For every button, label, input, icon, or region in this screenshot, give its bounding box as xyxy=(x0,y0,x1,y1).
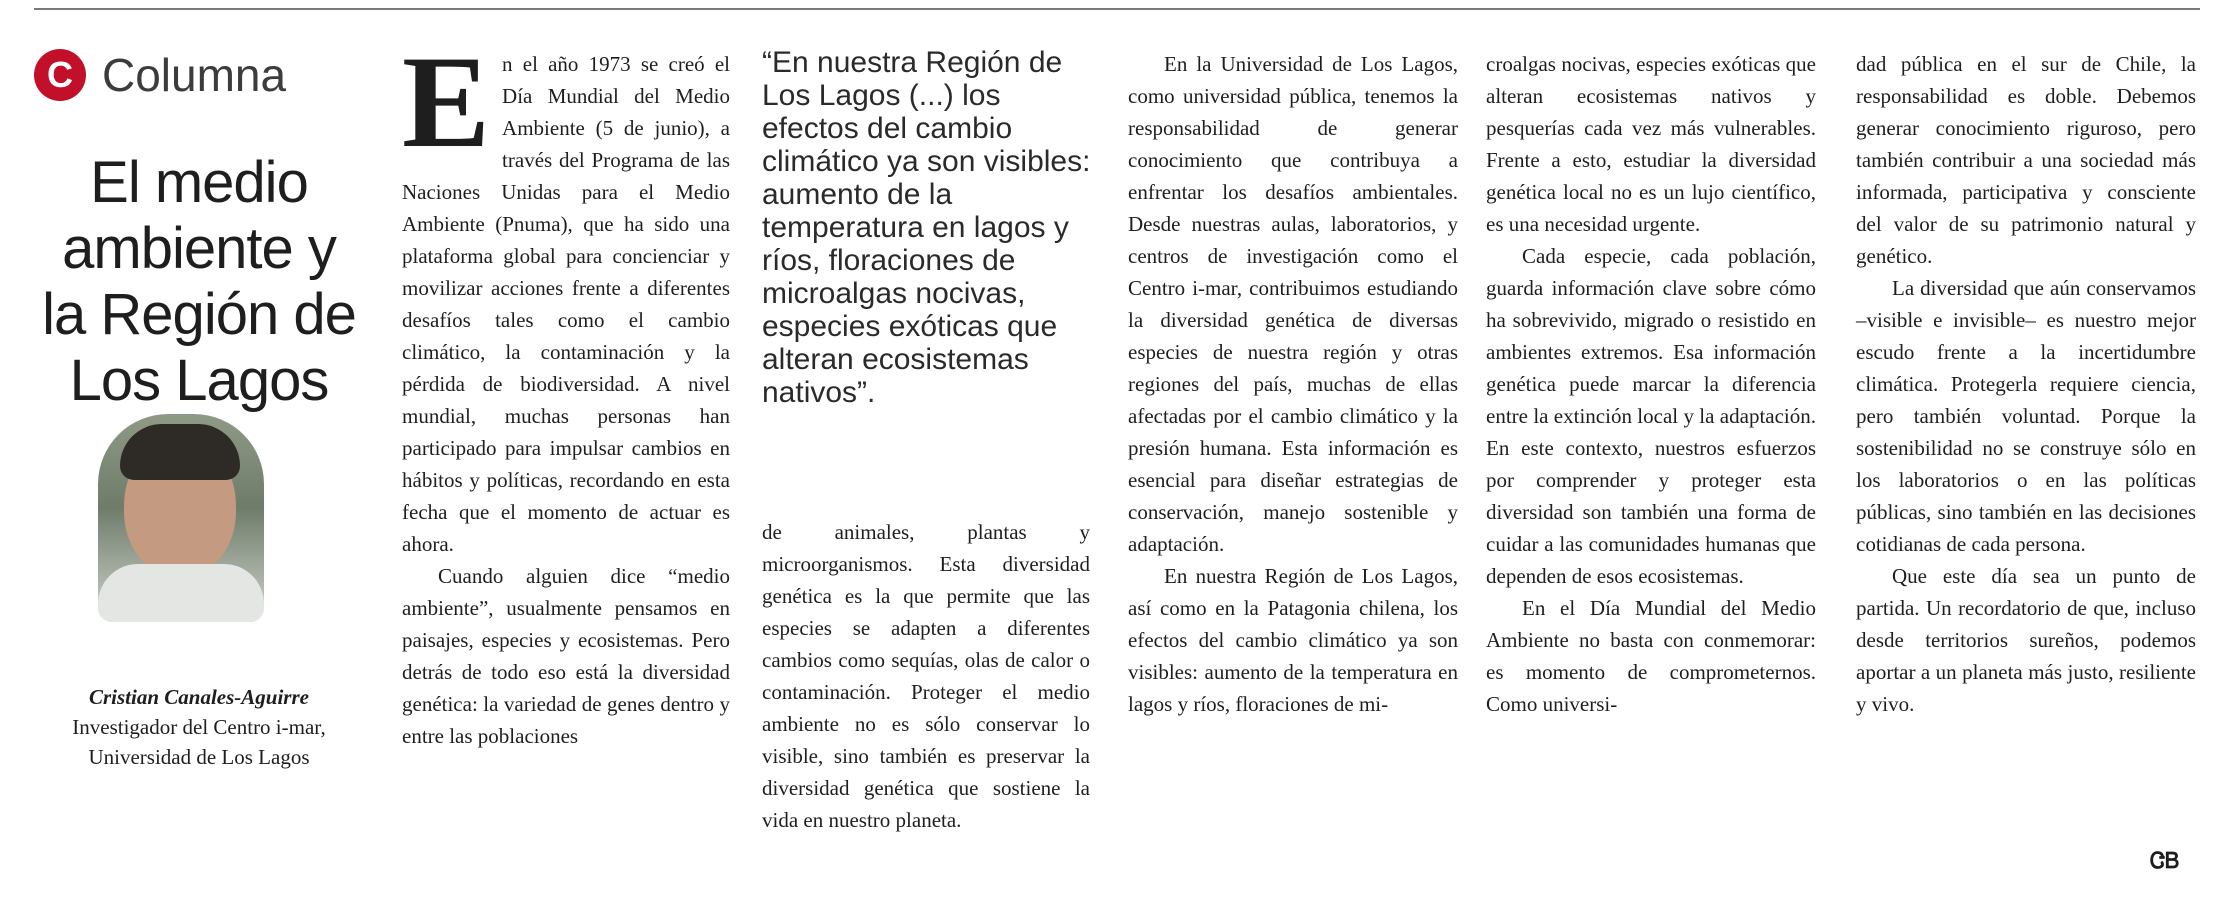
paragraph: En nuestra Región de Los Lagos, así como en la Patagonia chilena, los efectos del cambio climático ya son visibles: aumento de la temperatura en lagos y ríos, floraciones de mi- xyxy=(1128,564,1458,716)
text-column-5 xyxy=(1856,48,2196,720)
top-rule xyxy=(34,8,2200,10)
text-column-3 xyxy=(1128,48,1458,720)
author-name: Cristian Canales-Aguirre xyxy=(89,685,309,709)
section-label xyxy=(34,48,364,102)
author-role: Investigador del Centro i-mar, Universidad de Los Lagos xyxy=(72,715,326,769)
paragraph: Que este día sea un punto de partida. Un recordatorio de que, incluso desde territorios sureños, podemos aportar a un planeta más justo, resiliente y vivo. xyxy=(1856,564,2196,716)
headline: El medio ambiente y la Región de Los Lagos xyxy=(42,150,356,413)
author-shirt xyxy=(98,564,264,622)
text-column-2 xyxy=(762,516,1090,836)
paragraph: Cada especie, cada población, guarda información clave sobre cómo ha sobrevivido, migrado o resistido en ambientes extremos. Esa información genética puede marcar la diferencia entre la extinción local y la adaptación. En este contexto, nuestros esfuerzos por comprender y proteger esta diversidad son también una forma de cuidar a las comunidades humanas que dependen de esos ecosistemas. xyxy=(1486,244,1816,588)
paragraph: dad pública en el sur de Chile, la responsabilidad es doble. Debemos generar conocimiento riguroso, pero también contribuir a una sociedad más informada, participativa y consciente del valor de su patrimonio natural y genético. xyxy=(1856,52,2196,268)
paragraph-text: n el año 1973 se creó el Día Mundial del Medio Ambiente (5 de junio), a través del Programa de las Naciones Unidas para el Medio Ambiente (Pnuma), que ha sido una plataforma global para concienciar y movilizar acciones frente a diferentes desafíos tales como el cambio climático, la contaminación y la pérdida de biodiversidad. A nivel mundial, muchas personas han participado para impulsar cambios en hábitos y políticas, recordando en esta fecha que el momento de actuar es ahora. xyxy=(402,52,730,556)
left-rail xyxy=(34,48,364,414)
paragraph: Cuando alguien dice “medio ambiente”, usualmente pensamos en paisajes, especies y ecosistemas. Pero detrás de todo eso está la diversidad genética: la variedad de genes dentro y entre las poblaciones xyxy=(402,564,730,748)
drop-cap: E xyxy=(402,28,491,175)
author-photo xyxy=(98,414,264,622)
paragraph xyxy=(402,28,730,560)
pull-quote: “En nuestra Región de Los Lagos (...) los efectos del cambio climático ya son visibles: aumento de la temperatura en lagos y ríos, floraciones de microalgas nocivas, especies exóticas que alteran ecosistemas nativos”. xyxy=(762,46,1091,409)
author-hair xyxy=(120,424,240,480)
section-badge-icon: C xyxy=(34,49,86,101)
text-column-4 xyxy=(1486,48,1816,720)
end-mark-icon: ᏣᏴ xyxy=(2150,848,2180,873)
paragraph: croalgas nocivas, especies exóticas que alteran ecosistemas nativos y pesquerías cada vez más vulnerables. Frente a esto, estudiar la diversidad genética local no es un lujo científico, es una necesidad urgente. xyxy=(1486,52,1816,236)
paragraph: de animales, plantas y microorganismos. Esta diversidad genética es la que permite que las especies se adapten a diferentes cambios como sequías, olas de calor o contaminación. Proteger el medio ambiente no es sólo conservar lo visible, sino también es preservar la diversidad genética que sostiene la vida en nuestro planeta. xyxy=(762,520,1090,832)
paragraph: En el Día Mundial del Medio Ambiente no basta con conmemorar: es momento de comprometernos. Como universi- xyxy=(1486,596,1816,716)
paragraph: En la Universidad de Los Lagos, como universidad pública, tenemos la responsabilidad de generar conocimiento que contribuya a enfrentar los desafíos ambientales. Desde nuestras aulas, laboratorios, y centros de investigación como el Centro i-mar, contribuimos estudiando la diversidad genética de diversas especies de nuestra región y otras regiones del país, muchas de ellas afectadas por el cambio climático y la presión humana. Esta información es esencial para diseñar estrategias de conservación, manejo sostenible y adaptación. xyxy=(1128,52,1458,556)
text-column-1 xyxy=(402,28,730,752)
section-title: Columna xyxy=(102,49,287,101)
paragraph: La diversidad que aún conservamos –visible e invisible– es nuestro mejor escudo frente a la incertidumbre climática. Protegerla requiere ciencia, pero también voluntad. Porque la sostenibilidad no se construye sólo en los laboratorios o en las políticas públicas, sino también en las decisiones cotidianas de cada persona. xyxy=(1856,276,2196,556)
